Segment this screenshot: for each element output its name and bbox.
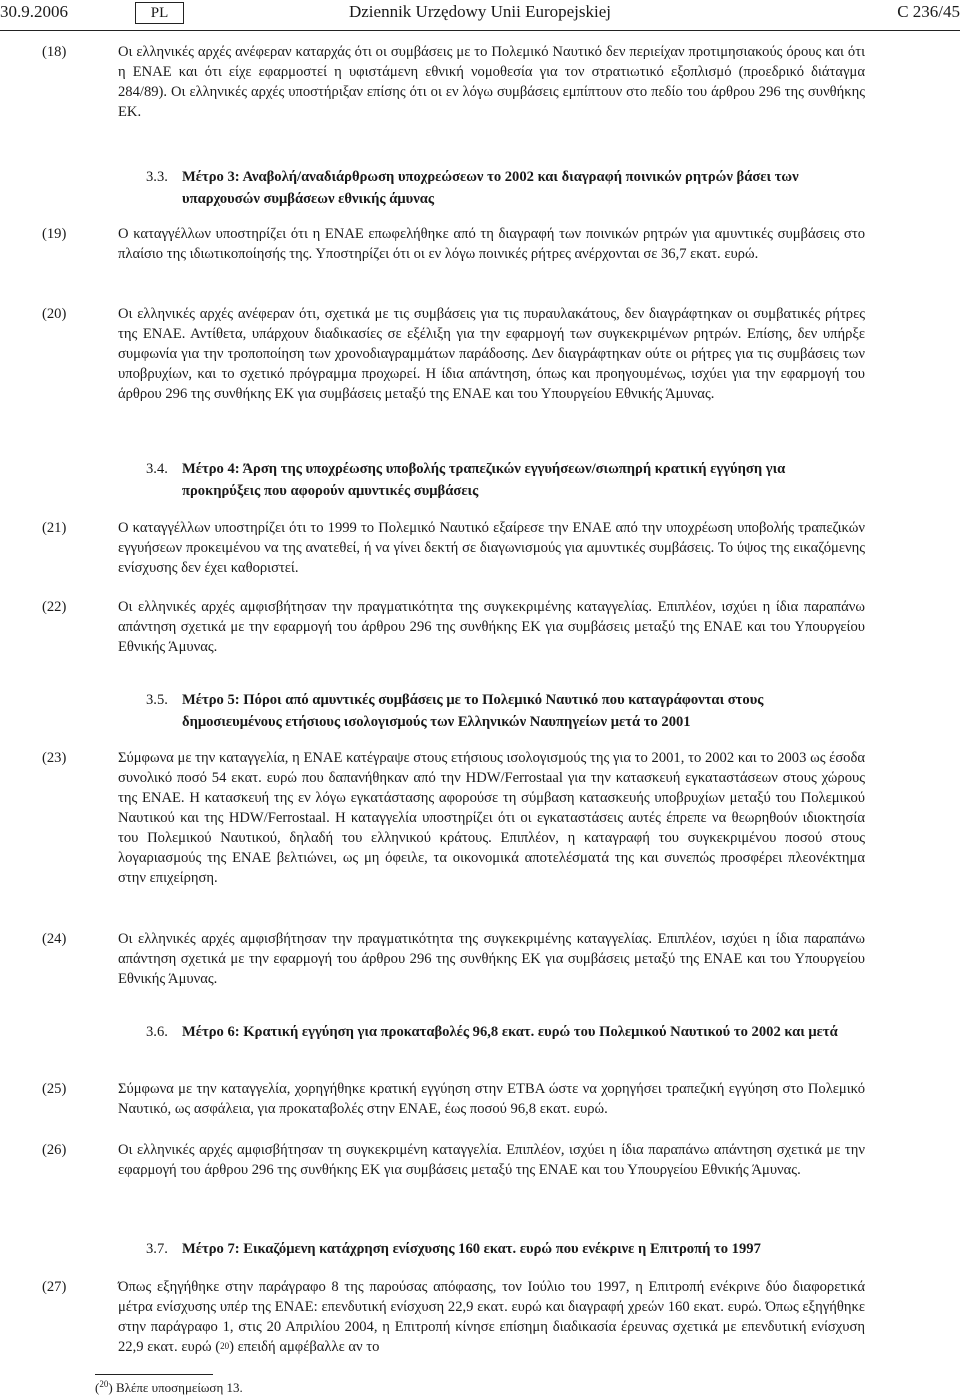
page-header — [0, 2, 960, 26]
page-number: C 236/45 — [897, 2, 960, 21]
section-heading-3-4 — [146, 458, 865, 502]
journal-title: Dziennik Urzędowy Unii Europejskiej — [348, 2, 611, 21]
section-title: Μέτρο 4: Άρση της υποχρέωσης υποβολής τραπεζικών εγγυήσεων/σιωπηρή κρατική εγγύηση για προκηρύξεις που αφορούν αμυντικές συμβάσεις — [182, 461, 786, 499]
paragraph-text: Ο καταγγέλλων υποστηρίζει ότι η ΕΝΑΕ επωφελήθηκε από τη διαγραφή των ποινικών ρητρών για αμυντικές συμβάσεις στο πλαίσιο της ιδιωτικοποίησής της. Υποστηρίζει ότι οι εν λόγω ποινικές ρήτρες ανέρχονται σε 36,7 εκατ. ευρώ. — [118, 226, 865, 262]
paragraph-text: Ο καταγγέλλων υποστηρίζει ότι το 1999 το Πολεμικό Ναυτικό εξαίρεσε την ΕΝΑΕ από την υποχρέωση υποβολής τραπεζικών εγγυήσεων προκειμένου να της ανατεθεί, ή να γίνει δεκτή σε διαγωνισμούς για αμυντικές συμβάσεις. Το ύψος της εικαζόμενης ενίσχυσης δεν έχει καθοριστεί. — [118, 520, 865, 576]
section-title: Μέτρο 6: Κρατική εγγύηση για προκαταβολές 96,8 εκατ. ευρώ του Πολεμικού Ναυτικού το 2002 και μετά — [182, 1024, 838, 1040]
footnote-rule — [95, 1374, 213, 1375]
paragraph-text: Οι ελληνικές αρχές αμφισβήτησαν τη συγκεκριμένη καταγγελία. Επιπλέον, ισχύει η ίδια παραπάνω απάντηση σχετικά με την εφαρμογή του άρθρου 296 της συνθήκης ΕΚ για συμβάσεις μεταξύ της ΕΝΑΕ και του Υπουργείου Εθνικής Άμυνας. — [118, 1142, 865, 1178]
language-badge: PL — [135, 2, 184, 24]
paragraph-text-part1: Όπως εξηγήθηκε στην παράγραφο 8 της παρούσας απόφασης, τον Ιούλιο του 1997, η Επιτροπή ενέκρινε δύο διαφορετικά μέτρα ενίσχυσης υπέρ της ΕΝΑΕ: επενδυτική ενίσχυση 22,9 εκατ. ευρώ και διαγραφή χρεών 160 εκατ. ευρώ. Όπως εξηγήθηκε στην παράγραφο 1, στις 20 Απριλίου 2004, η Επιτροπή κίνησε επίσημη διαδικασία έρευνας σχετικά με επενδυτική ενίσχυση 22,9 εκατ. ευρώ ( — [118, 1279, 865, 1355]
section-number: 3.4. — [146, 461, 168, 477]
paragraph-text: Οι ελληνικές αρχές αμφισβήτησαν την πραγματικότητα της συγκεκριμένης καταγγελίας. Επιπλέον, ισχύει η ίδια παραπάνω απάντηση σχετικά με την εφαρμογή του άρθρου 296 της συνθήκης ΕΚ για συμβάσεις μεταξύ της ΕΝΑΕ και του Υπουργείου Εθνικής Άμυνας. — [118, 931, 865, 987]
header-rule — [0, 30, 960, 31]
section-heading-3-6 — [146, 1021, 865, 1043]
paragraph-25 — [42, 1079, 865, 1119]
paragraph-20 — [42, 304, 865, 404]
section-title: Μέτρο 7: Εικαζόμενη κατάχρηση ενίσχυσης 160 εκατ. ευρώ που ενέκρινε η Επιτροπή το 1997 — [182, 1241, 761, 1257]
footnote-reference[interactable]: 20 — [220, 1341, 230, 1351]
paragraph-number: (20) — [42, 306, 67, 322]
paragraph-number: (18) — [42, 44, 67, 60]
paragraph-number: (27) — [42, 1279, 67, 1295]
section-heading-3-3 — [146, 166, 865, 210]
section-number: 3.5. — [146, 692, 168, 708]
paragraph-text: Σύμφωνα με την καταγγελία, χορηγήθηκε κρατική εγγύηση στην ΕΤΒΑ ώστε να χορηγήσει τραπεζική εγγύηση στο Πολεμικό Ναυτικό, ως ασφάλεια, για προκαταβολές στην ΕΝΑΕ, έως ποσού 96,8 εκατ. ευρώ. — [118, 1081, 865, 1117]
footnote: ($^{20}$) Βλέπε υποσημείωση 13. — [95, 1379, 243, 1395]
paragraph-number: (24) — [42, 931, 67, 947]
paragraph-text-part2: ) επειδή αμφέβαλλε αν το — [229, 1339, 380, 1355]
footnote-text: Βλέπε υποσημείωση 13. — [115, 1380, 243, 1395]
paragraph-18 — [42, 42, 865, 122]
section-number: 3.7. — [146, 1241, 168, 1257]
section-number: 3.3. — [146, 169, 168, 185]
paragraph-26 — [42, 1140, 865, 1180]
section-heading-3-5 — [146, 689, 865, 733]
section-title: Μέτρο 3: Αναβολή/αναδιάρθρωση υποχρεώσεων το 2002 και διαγραφή ποινικών ρητρών βάσει των υπαρχουσών συμβάσεων εθνικής άμυνας — [182, 169, 799, 207]
paragraph-text: Οι ελληνικές αρχές ανέφεραν ότι, σχετικά με τις συμβάσεις για τις πυραυλακάτους, δεν διαγράφτηκαν οι συμβατικές ρήτρες της ΕΝΑΕ. Αντίθετα, υπάρχουν διαδικασίες σε εξέλιξη για την εφαρμογή των συγκεκριμένων ρητρών. Επίσης, δεν υπήρξε συμφωνία για την τροποποίηση των χρονοδιαγραμμάτων παράδοσης. Δεν διαγράφτηκαν ούτε οι ρήτρες για τις συμβάσεις των υποβρυχίων, και το σχετικό πρόγραμμα προχωρεί. Η ίδια απάντηση, όπως και προηγουμένως, ισχύει για την εφαρμογή του άρθρου 296 της συνθήκης ΕΚ για συμβάσεις μεταξύ της ΕΝΑΕ και του Υπουργείου Εθνικής Άμυνας. — [118, 306, 865, 402]
paragraph-27 — [42, 1277, 865, 1357]
publication-date: 30.9.2006 — [0, 2, 68, 21]
section-number: 3.6. — [146, 1024, 168, 1040]
paragraph-number: (23) — [42, 750, 67, 766]
paragraph-23 — [42, 748, 865, 888]
paragraph-19 — [42, 224, 865, 264]
paragraph-number: (21) — [42, 520, 67, 536]
paragraph-number: (25) — [42, 1081, 67, 1097]
paragraph-number: (19) — [42, 226, 67, 242]
footnote-number: 20 — [99, 1379, 109, 1389]
paragraph-24 — [42, 929, 865, 989]
paragraph-number: (22) — [42, 599, 67, 615]
paragraph-22 — [42, 597, 865, 657]
paragraph-text: Σύμφωνα με την καταγγελία, η ΕΝΑΕ κατέγραψε στους ετήσιους ισολογισμούς της για το 2001, το 2002 και το 2003 ως έσοδα συνολικό ποσό 54 εκατ. ευρώ που δαπανήθηκαν από την HDW/Ferrostaal για την κατασκευή εγκαταστάσεων στους χώρους της ΕΝΑΕ. Η κατασκευή της εν λόγω εγκατάστασης αφορούσε τη σύμβαση κατασκευής υποβρυχίων μεταξύ του Πολεμικού Ναυτικού και της HDW/Ferrostaal. Η καταγγελία υποστηρίζει ότι οι εγκαταστάσεις αυτές έπρεπε να θεωρηθούν ιδιοκτησία του Πολεμικού Ναυτικού, δηλαδή του ελληνικού κράτους. Επιπλέον, η καταγραφή του συγκεκριμένου ποσού στους λογαριασμούς της ΕΝΑΕ βελτιώνει, ως μη όφειλε, τα οικονομικά αποτελέσματά της και συνεπώς προσφέρει πλεονέκτημα στην επιχείρηση. — [118, 750, 865, 886]
paragraph-text: Οι ελληνικές αρχές αμφισβήτησαν την πραγματικότητα της συγκεκριμένης καταγγελίας. Επιπλέον, ισχύει η ίδια παραπάνω απάντηση σχετικά με την εφαρμογή του άρθρου 296 της συνθήκης ΕΚ για συμβάσεις μεταξύ της ΕΝΑΕ και του Υπουργείου Εθνικής Άμυνας. — [118, 599, 865, 655]
paragraph-number: (26) — [42, 1142, 67, 1158]
section-heading-3-7 — [146, 1238, 865, 1260]
section-title: Μέτρο 5: Πόροι από αμυντικές συμβάσεις με το Πολεμικό Ναυτικό που καταγράφονται στους δημοσιευμένους ετήσιους ισολογισμούς των Ελληνικών Ναυπηγείων μετά το 2001 — [182, 692, 764, 730]
paragraph-21 — [42, 518, 865, 578]
paragraph-text: Οι ελληνικές αρχές ανέφεραν καταρχάς ότι οι συμβάσεις με το Πολεμικό Ναυτικό δεν περιείχαν προτιμησιακούς όρους και ότι η ΕΝΑΕ και ότι είχε εφαρμοστεί η υφιστάμενη εθνική νομοθεσία για τον στρατιωτικό εξοπλισμό (προεδρικό διάταγμα 284/89). Οι ελληνικές αρχές υποστήριξαν επίσης ότι οι εν λόγω συμβάσεις εμπίπτουν στο πεδίο του άρθρου 296 της συνθήκης ΕΚ. — [118, 44, 865, 120]
